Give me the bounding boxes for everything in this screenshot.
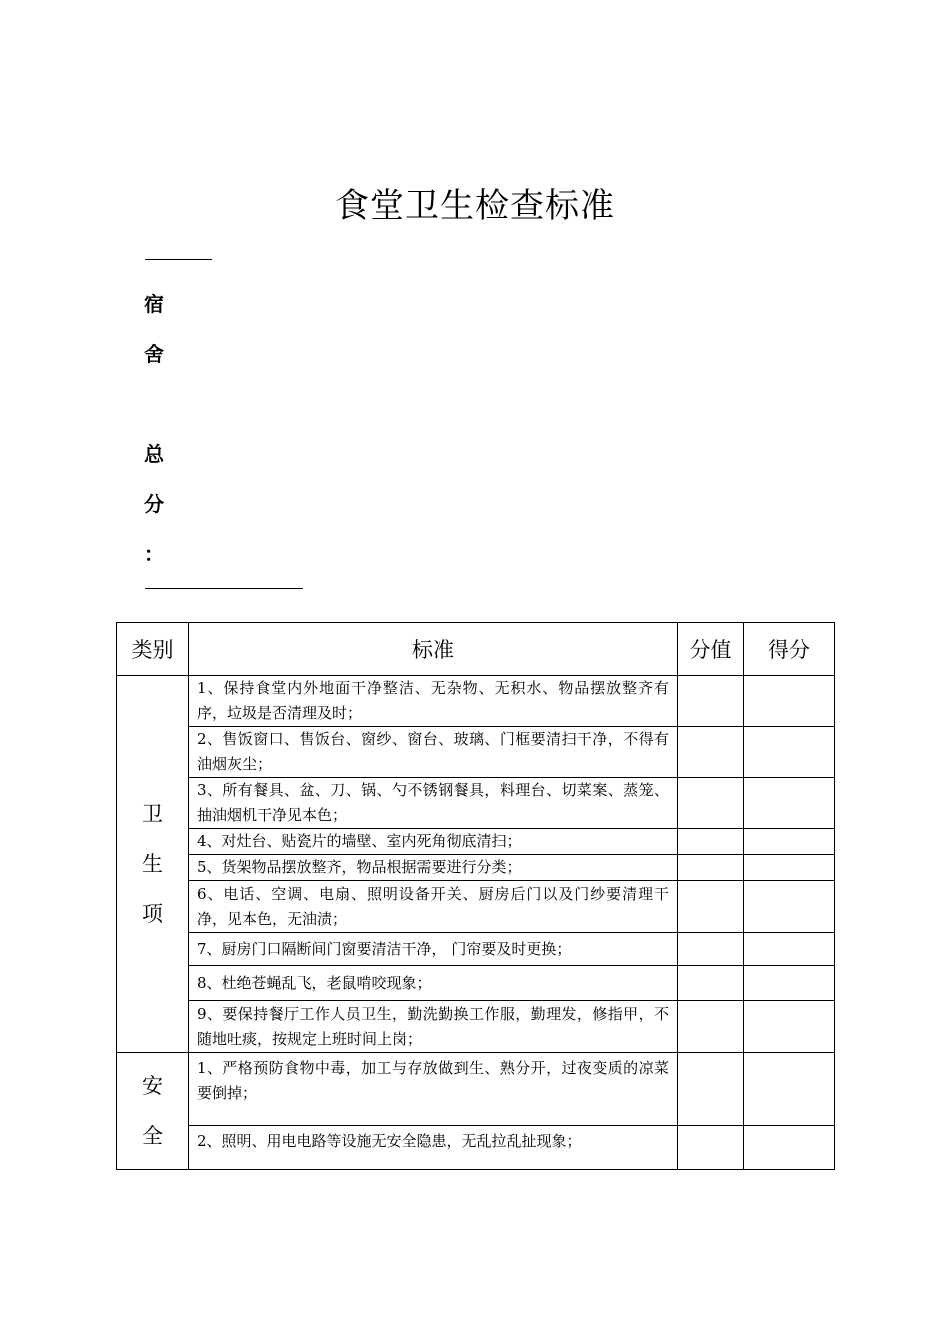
standard-cell: 9、要保持餐厅工作人员卫生，勤洗勤换工作服，勤理发，修指甲，不随地吐痰，按规定上班时间上岗； [189,1001,678,1053]
table-row [117,881,835,933]
total-label-char-1: 总 [144,442,164,466]
score-earned-cell[interactable] [744,1126,835,1170]
table-row [117,676,835,727]
standard-cell: 7、厨房门口隔断间门窗要清洁干净， 门帘要及时更换； [189,933,678,966]
score-earned-cell[interactable] [744,1053,835,1126]
category-hygiene: 卫 生 项 [117,676,189,1053]
header-score-earned: 得分 [744,623,835,676]
standard-cell: 2、照明、用电电路等设施无安全隐患，无乱拉乱扯现象； [189,1126,678,1170]
score-value-cell[interactable] [678,881,744,933]
standard-cell: 5、货架物品摆放整齐，物品根据需要进行分类； [189,855,678,881]
category-safety: 安 全 [117,1053,189,1170]
standard-cell: 1、保持食堂内外地面干净整洁、无杂物、无积水、物品摆放整齐有序，垃圾是否清理及时； [189,676,678,727]
score-value-cell[interactable] [678,727,744,778]
inspection-table [116,622,835,1170]
table-row [117,855,835,881]
table-row [117,1001,835,1053]
header-standard: 标准 [189,623,678,676]
score-value-cell[interactable] [678,829,744,855]
score-earned-cell[interactable] [744,727,835,778]
score-earned-cell[interactable] [744,933,835,966]
total-label-colon: ： [144,542,164,566]
score-value-cell[interactable] [678,1126,744,1170]
table-row [117,727,835,778]
score-earned-cell[interactable] [744,778,835,829]
standard-cell: 1、严格预防食物中毒，加工与存放做到生、熟分开，过夜变质的凉菜要倒掉； [189,1053,678,1126]
total-score-underline [145,588,303,589]
table-row [117,829,835,855]
table-row [117,966,835,1001]
standard-cell: 8、杜绝苍蝇乱飞，老鼠啃咬现象； [189,966,678,1001]
score-value-cell[interactable] [678,966,744,1001]
score-value-cell[interactable] [678,855,744,881]
dorm-label-char-2: 舍 [144,342,164,366]
standard-cell: 2、售饭窗口、售饭台、窗纱、窗台、玻璃、门框要清扫干净，不得有油烟灰尘； [189,727,678,778]
score-value-cell[interactable] [678,778,744,829]
table-row [117,933,835,966]
score-earned-cell[interactable] [744,855,835,881]
table-row [117,778,835,829]
table-row [117,1053,835,1126]
score-earned-cell[interactable] [744,881,835,933]
dorm-label-char-1: 宿 [144,292,164,316]
header-score-value: 分值 [678,623,744,676]
score-value-cell[interactable] [678,1053,744,1126]
header-category: 类别 [117,623,189,676]
score-value-cell[interactable] [678,933,744,966]
page-title: 食堂卫生检查标准 [335,186,615,226]
score-earned-cell[interactable] [744,829,835,855]
standard-cell: 3、所有餐具、盆、刀、锅、勺不锈钢餐具，料理台、切菜案、蒸笼、抽油烟机干净见本色； [189,778,678,829]
standard-cell: 6、电话、空调、电扇、照明设备开关、厨房后门以及门纱要清理干净，见本色，无油渍； [189,881,678,933]
score-value-cell[interactable] [678,1001,744,1053]
score-value-cell[interactable] [678,676,744,727]
table-row [117,1126,835,1170]
score-earned-cell[interactable] [744,1001,835,1053]
table-header-row [117,623,835,676]
total-label-char-2: 分 [144,492,164,516]
score-earned-cell[interactable] [744,676,835,727]
standard-cell: 4、对灶台、贴瓷片的墙壁、室内死角彻底清扫； [189,829,678,855]
blank-underline-top [145,259,212,260]
score-earned-cell[interactable] [744,966,835,1001]
